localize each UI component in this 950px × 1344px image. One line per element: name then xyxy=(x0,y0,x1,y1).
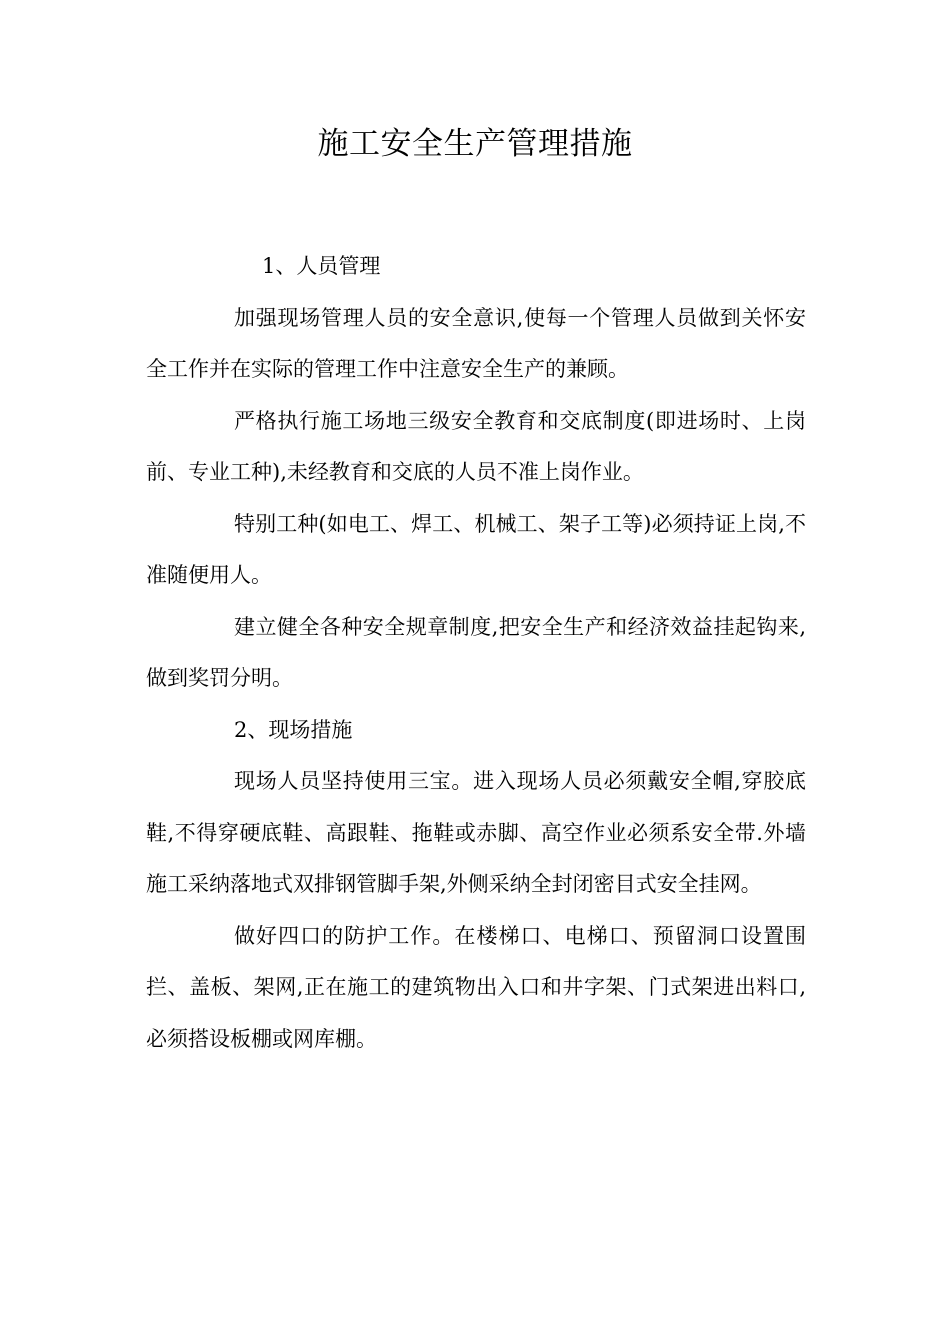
paragraph: 做好四口的防护工作。在楼梯口、电梯口、预留洞口设置围拦、盖板、架网,正在施工的建筑物出入口和井字架、门式架进出料口,必须搭设板棚或网库棚。 xyxy=(146,923,806,1051)
paragraph: 加强现场管理人员的安全意识,使每一个管理人员做到关怀安全工作并在实际的管理工作中注意安全生产的兼顾。 xyxy=(146,305,806,381)
paragraph: 现场人员坚持使用三宝。进入现场人员必须戴安全帽,穿胶底鞋,不得穿硬底鞋、高跟鞋、拖鞋或赤脚、高空作业必须系安全带.外墙施工采纳落地式双排钢管脚手架,外侧采纳全封闭密目式安全挂网。 xyxy=(146,769,806,896)
paragraph: 特别工种(如电工、焊工、机械工、架子工等)必须持证上岗,不准随便用人。 xyxy=(146,511,806,587)
section-heading-personnel-management: 1、人员管理 xyxy=(262,254,381,278)
paragraph: 建立健全各种安全规章制度,把安全生产和经济效益挂起钩来,做到奖罚分明。 xyxy=(146,614,806,690)
document-title: 施工安全生产管理措施 xyxy=(317,126,633,162)
section-heading-site-measures: 2、现场措施 xyxy=(234,717,353,742)
paragraph: 严格执行施工场地三级安全教育和交底制度(即进场时、上岗前、专业工种),未经教育和交底的人员不准上岗作业。 xyxy=(146,408,806,484)
document-body xyxy=(146,241,806,1065)
